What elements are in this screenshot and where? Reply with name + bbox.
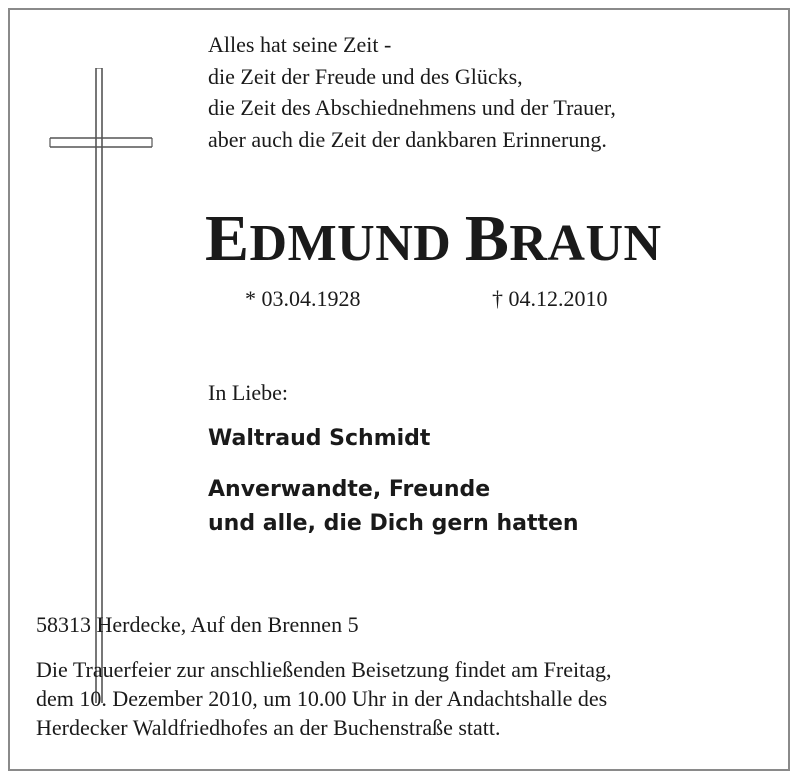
address: 58313 Herdecke, Auf den Brennen 5 xyxy=(36,612,359,637)
last-name-rest: RAUN xyxy=(509,215,662,272)
poem-line: die Zeit des Abschiednehmens und der Trauer, xyxy=(208,95,616,120)
mourner-name: Waltraud Schmidt xyxy=(208,426,431,451)
poem-line: Alles hat seine Zeit - xyxy=(208,32,392,57)
mourner-line: und alle, die Dich gern hatten xyxy=(208,511,579,536)
notice-line: dem 10. Dezember 2010, um 10.00 Uhr in der Andachtshalle des xyxy=(36,686,608,711)
deceased-name xyxy=(205,202,662,275)
funeral-notice xyxy=(36,655,611,742)
mourners-intro: In Liebe: xyxy=(208,380,289,405)
death-date: † 04.12.2010 xyxy=(492,286,608,311)
first-name-rest: DMUND xyxy=(249,215,452,272)
poem xyxy=(208,29,616,155)
birth-date: * 03.04.1928 xyxy=(245,286,361,311)
notice-line: Die Trauerfeier zur anschließenden Beisetzung findet am Freitag, xyxy=(36,657,612,682)
mourner-line: Anverwandte, Freunde xyxy=(208,477,491,502)
last-name-initial: B xyxy=(464,202,510,275)
notice-line: Herdecker Waldfriedhofes an der Buchenstraße statt. xyxy=(36,715,501,740)
poem-line: aber auch die Zeit der dankbaren Erinnerung. xyxy=(208,126,607,152)
first-name-initial: E xyxy=(205,202,250,275)
poem-line: die Zeit der Freude und des Glücks, xyxy=(208,63,523,89)
